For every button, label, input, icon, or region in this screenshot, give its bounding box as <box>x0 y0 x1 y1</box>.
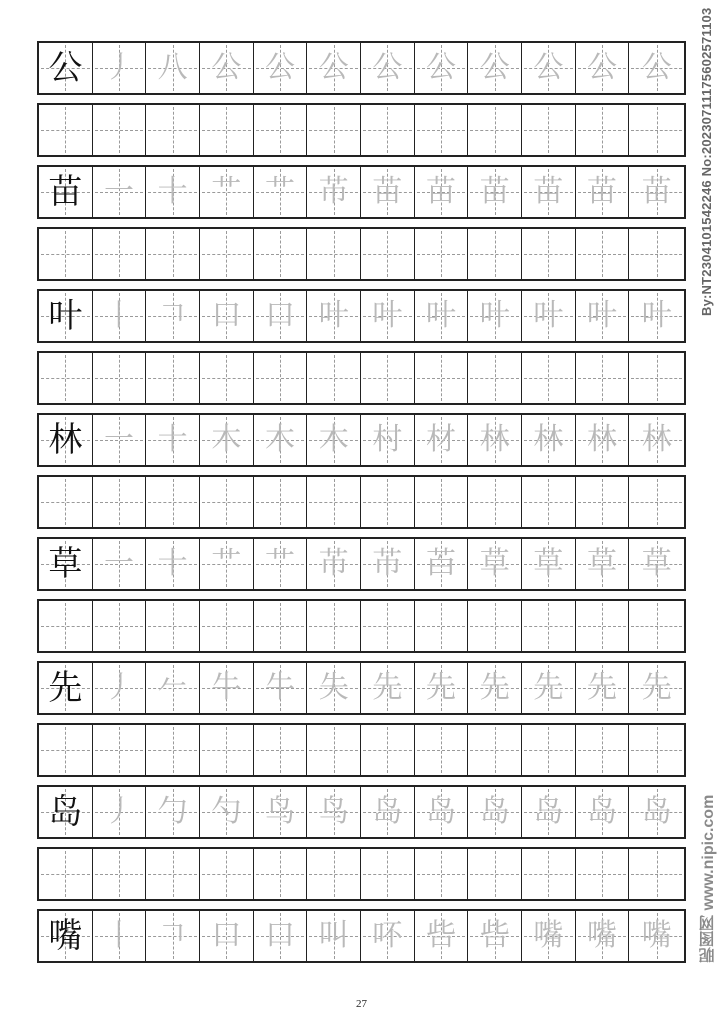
stroke-step-cell <box>415 291 469 341</box>
stroke-step-cell <box>468 415 522 465</box>
stroke-step-glyph: 一 <box>104 174 134 209</box>
stroke-step-glyph: 口 <box>211 298 242 333</box>
stroke-step-glyph: 公 <box>641 50 672 85</box>
blank-practice-cell[interactable] <box>254 849 308 899</box>
stroke-step-cell <box>93 167 147 217</box>
blank-practice-cell[interactable] <box>39 477 93 527</box>
stroke-step-cell <box>576 911 630 961</box>
blank-practice-cell[interactable] <box>361 353 415 403</box>
stroke-step-glyph: 先 <box>533 670 564 705</box>
stroke-step-cell <box>307 291 361 341</box>
stroke-step-glyph: 林 <box>587 422 618 457</box>
side-identifier-text: By:NT2304101542246 No:20230711175602571103 <box>698 8 714 317</box>
stroke-step-glyph: 勺 <box>211 794 242 829</box>
stroke-step-glyph: 吥 <box>372 918 403 953</box>
stroke-step-glyph: 芇 <box>318 546 349 581</box>
blank-practice-row <box>37 475 686 529</box>
stroke-step-glyph: 艹 <box>211 174 242 209</box>
blank-practice-cell[interactable] <box>146 725 200 775</box>
blank-practice-row <box>37 723 686 777</box>
stroke-step-cell <box>254 43 308 93</box>
blank-practice-cell[interactable] <box>522 725 576 775</box>
stroke-step-glyph: 失 <box>318 670 349 705</box>
blank-practice-cell[interactable] <box>39 849 93 899</box>
blank-practice-cell[interactable] <box>576 725 630 775</box>
stroke-step-glyph: 丿 <box>104 670 134 705</box>
character-row <box>37 537 686 591</box>
stroke-step-cell <box>415 539 469 589</box>
stroke-step-cell <box>629 787 684 837</box>
blank-practice-cell[interactable] <box>415 229 469 279</box>
stroke-step-glyph: 牛 <box>265 670 296 705</box>
blank-practice-cell[interactable] <box>576 229 630 279</box>
blank-practice-cell[interactable] <box>629 725 684 775</box>
stroke-step-glyph: 苗 <box>641 174 672 209</box>
stroke-step-cell <box>361 167 415 217</box>
stroke-step-cell <box>468 787 522 837</box>
stroke-step-glyph: 公 <box>426 50 457 85</box>
stroke-step-cell <box>146 167 200 217</box>
blank-practice-cell[interactable] <box>629 105 684 155</box>
stroke-step-glyph: 木 <box>318 422 349 457</box>
stroke-step-glyph: 草 <box>533 546 564 581</box>
blank-practice-cell[interactable] <box>93 849 147 899</box>
stroke-step-cell <box>200 787 254 837</box>
blank-practice-cell[interactable] <box>200 105 254 155</box>
stroke-step-cell <box>200 911 254 961</box>
stroke-step-glyph: 先 <box>641 670 672 705</box>
blank-practice-cell[interactable] <box>307 849 361 899</box>
stroke-step-cell <box>576 43 630 93</box>
stroke-step-glyph: 苗 <box>426 174 457 209</box>
stroke-step-glyph: 苗 <box>479 174 510 209</box>
blank-practice-cell[interactable] <box>146 105 200 155</box>
blank-practice-cell[interactable] <box>307 725 361 775</box>
stroke-step-glyph: 材 <box>426 422 457 457</box>
blank-practice-cell[interactable] <box>146 477 200 527</box>
stroke-step-glyph: 叶 <box>641 298 672 333</box>
stroke-step-cell <box>93 911 147 961</box>
blank-practice-cell[interactable] <box>576 849 630 899</box>
blank-practice-cell[interactable] <box>415 725 469 775</box>
stroke-step-cell <box>415 167 469 217</box>
blank-practice-cell[interactable] <box>146 229 200 279</box>
blank-practice-cell[interactable] <box>39 353 93 403</box>
stroke-step-glyph: 八 <box>157 50 188 85</box>
blank-practice-cell[interactable] <box>93 601 147 651</box>
character-row <box>37 289 686 343</box>
stroke-step-cell <box>254 663 308 713</box>
blank-practice-cell[interactable] <box>200 229 254 279</box>
blank-practice-cell[interactable] <box>146 849 200 899</box>
stroke-step-cell <box>146 911 200 961</box>
watermark-text: 昵图网 www.nipic.com <box>699 795 717 964</box>
stroke-step-glyph: 公 <box>211 50 242 85</box>
blank-practice-cell[interactable] <box>468 601 522 651</box>
stroke-step-glyph: 岛 <box>426 794 457 829</box>
stroke-step-glyph: 叶 <box>479 298 510 333</box>
stroke-step-glyph: 牛 <box>211 670 242 705</box>
blank-practice-cell[interactable] <box>361 477 415 527</box>
stroke-step-cell <box>361 43 415 93</box>
stroke-step-glyph: 呰 <box>426 918 457 953</box>
blank-practice-row <box>37 351 686 405</box>
blank-practice-cell[interactable] <box>307 353 361 403</box>
stroke-step-cell <box>361 911 415 961</box>
blank-practice-cell[interactable] <box>254 105 308 155</box>
stroke-step-cell <box>307 787 361 837</box>
stroke-step-cell <box>93 415 147 465</box>
stroke-step-glyph: 苗 <box>372 174 403 209</box>
blank-practice-cell[interactable] <box>522 229 576 279</box>
stroke-step-cell <box>307 911 361 961</box>
stroke-step-glyph: 叶 <box>318 298 349 333</box>
stroke-step-cell <box>93 43 147 93</box>
blank-practice-cell[interactable] <box>415 601 469 651</box>
stroke-step-cell <box>200 167 254 217</box>
blank-practice-cell[interactable] <box>146 601 200 651</box>
stroke-step-cell <box>468 663 522 713</box>
blank-practice-cell[interactable] <box>93 477 147 527</box>
stroke-step-cell <box>522 663 576 713</box>
blank-practice-cell[interactable] <box>200 601 254 651</box>
stroke-step-cell <box>576 167 630 217</box>
stroke-step-glyph: 十 <box>157 174 188 209</box>
blank-practice-cell[interactable] <box>522 353 576 403</box>
blank-practice-cell[interactable] <box>200 477 254 527</box>
blank-practice-cell[interactable] <box>39 105 93 155</box>
stroke-step-cell <box>146 415 200 465</box>
stroke-step-glyph: 丿 <box>104 794 134 829</box>
character-row <box>37 41 686 95</box>
stroke-step-glyph: 十 <box>157 422 188 457</box>
stroke-step-glyph: 口 <box>211 918 242 953</box>
stroke-step-glyph: 林 <box>641 422 672 457</box>
stroke-step-glyph: 公 <box>479 50 510 85</box>
stroke-step-cell <box>522 787 576 837</box>
stroke-step-glyph: 苗 <box>587 174 618 209</box>
blank-practice-cell[interactable] <box>361 105 415 155</box>
blank-practice-cell[interactable] <box>576 105 630 155</box>
stroke-step-glyph: 岛 <box>533 794 564 829</box>
stroke-step-glyph: 公 <box>318 50 349 85</box>
stroke-step-cell <box>576 663 630 713</box>
blank-practice-cell[interactable] <box>468 229 522 279</box>
blank-practice-cell[interactable] <box>576 353 630 403</box>
stroke-step-glyph: 鸟 <box>318 794 349 829</box>
stroke-step-glyph: 草 <box>479 546 510 581</box>
stroke-step-cell <box>93 291 147 341</box>
blank-practice-cell[interactable] <box>522 477 576 527</box>
model-character-cell <box>39 415 93 465</box>
stroke-step-cell <box>522 539 576 589</box>
stroke-step-cell <box>629 43 684 93</box>
stroke-step-cell <box>522 167 576 217</box>
stroke-step-cell <box>200 415 254 465</box>
stroke-step-glyph: 先 <box>426 670 457 705</box>
stroke-step-cell <box>93 787 147 837</box>
stroke-step-cell <box>629 291 684 341</box>
stroke-step-cell <box>415 787 469 837</box>
blank-practice-cell[interactable] <box>576 601 630 651</box>
stroke-step-glyph: 芇 <box>372 546 403 581</box>
stroke-step-cell <box>307 663 361 713</box>
stroke-step-glyph: 一 <box>104 546 134 581</box>
stroke-step-glyph: 嘴 <box>587 918 618 953</box>
stroke-step-cell <box>254 167 308 217</box>
stroke-step-glyph: 岛 <box>372 794 403 829</box>
stroke-step-cell <box>254 911 308 961</box>
blank-practice-cell[interactable] <box>415 849 469 899</box>
blank-practice-cell[interactable] <box>307 229 361 279</box>
blank-practice-cell[interactable] <box>200 725 254 775</box>
stroke-step-glyph: 先 <box>587 670 618 705</box>
stroke-step-glyph: 艹 <box>211 546 242 581</box>
stroke-step-glyph: 公 <box>533 50 564 85</box>
stroke-step-cell <box>200 43 254 93</box>
stroke-step-cell <box>146 539 200 589</box>
character-row <box>37 909 686 963</box>
stroke-step-cell <box>468 291 522 341</box>
stroke-step-cell <box>146 43 200 93</box>
blank-practice-cell[interactable] <box>415 353 469 403</box>
stroke-step-cell <box>522 415 576 465</box>
stroke-step-cell <box>576 787 630 837</box>
stroke-step-glyph: 苩 <box>426 546 457 581</box>
stroke-step-cell <box>415 43 469 93</box>
blank-practice-cell[interactable] <box>415 105 469 155</box>
stroke-step-cell <box>361 415 415 465</box>
stroke-step-glyph: 嘴 <box>533 918 564 953</box>
page-number: 27 <box>356 998 367 1010</box>
blank-practice-cell[interactable] <box>254 229 308 279</box>
stroke-step-cell <box>307 43 361 93</box>
stroke-step-glyph: 芇 <box>318 174 349 209</box>
blank-practice-cell[interactable] <box>39 601 93 651</box>
stroke-step-glyph: 艹 <box>265 546 296 581</box>
stroke-step-cell <box>468 43 522 93</box>
stroke-step-cell <box>307 539 361 589</box>
stroke-step-cell <box>468 167 522 217</box>
blank-practice-row <box>37 599 686 653</box>
blank-practice-cell[interactable] <box>576 477 630 527</box>
stroke-step-glyph: 丿 <box>104 50 134 85</box>
model-character-cell <box>39 911 93 961</box>
stroke-step-cell <box>146 291 200 341</box>
model-character: 林 <box>48 420 83 460</box>
stroke-step-glyph: 木 <box>211 422 242 457</box>
blank-practice-cell[interactable] <box>468 105 522 155</box>
stroke-step-glyph: 草 <box>587 546 618 581</box>
model-character: 苗 <box>48 172 83 212</box>
stroke-step-cell <box>361 539 415 589</box>
stroke-step-cell <box>146 663 200 713</box>
stroke-step-glyph: 𠂉 <box>157 670 188 705</box>
stroke-step-cell <box>307 167 361 217</box>
blank-practice-cell[interactable] <box>468 353 522 403</box>
stroke-step-glyph: 一 <box>104 422 134 457</box>
stroke-step-glyph: 𠃍 <box>157 918 188 953</box>
stroke-step-cell <box>629 167 684 217</box>
blank-practice-cell[interactable] <box>93 725 147 775</box>
stroke-step-glyph: 𠃍 <box>157 298 188 333</box>
model-character: 先 <box>48 668 83 708</box>
stroke-step-glyph: 林 <box>479 422 510 457</box>
model-character-cell <box>39 167 93 217</box>
blank-practice-cell[interactable] <box>254 353 308 403</box>
stroke-step-cell <box>522 911 576 961</box>
stroke-step-glyph: 口 <box>265 918 296 953</box>
model-character: 叶 <box>48 296 83 336</box>
blank-practice-cell[interactable] <box>200 849 254 899</box>
stroke-step-cell <box>254 539 308 589</box>
stroke-step-cell <box>146 787 200 837</box>
blank-practice-cell[interactable] <box>254 477 308 527</box>
stroke-step-cell <box>200 539 254 589</box>
blank-practice-cell[interactable] <box>522 601 576 651</box>
stroke-step-cell <box>468 539 522 589</box>
stroke-step-cell <box>415 663 469 713</box>
blank-practice-cell[interactable] <box>200 353 254 403</box>
model-character: 公 <box>48 48 83 88</box>
model-character-cell <box>39 43 93 93</box>
stroke-step-cell <box>522 291 576 341</box>
blank-practice-cell[interactable] <box>522 849 576 899</box>
stroke-step-cell <box>200 663 254 713</box>
stroke-step-cell <box>93 539 147 589</box>
blank-practice-cell[interactable] <box>468 477 522 527</box>
stroke-step-cell <box>629 415 684 465</box>
stroke-step-glyph: 叶 <box>587 298 618 333</box>
blank-practice-cell[interactable] <box>468 725 522 775</box>
stroke-step-glyph: 叶 <box>426 298 457 333</box>
blank-practice-cell[interactable] <box>629 477 684 527</box>
stroke-step-glyph: 公 <box>372 50 403 85</box>
stroke-step-glyph: 丨 <box>104 918 134 953</box>
stroke-step-glyph: 叶 <box>372 298 403 333</box>
blank-practice-cell[interactable] <box>146 353 200 403</box>
stroke-step-glyph: 勹 <box>157 794 188 829</box>
blank-practice-cell[interactable] <box>93 229 147 279</box>
stroke-step-cell <box>629 539 684 589</box>
character-row <box>37 785 686 839</box>
blank-practice-cell[interactable] <box>93 353 147 403</box>
watermark <box>698 795 718 1020</box>
blank-practice-cell[interactable] <box>93 105 147 155</box>
stroke-step-glyph: 村 <box>372 422 403 457</box>
stroke-step-glyph: 艹 <box>265 174 296 209</box>
stroke-step-cell <box>629 911 684 961</box>
stroke-step-glyph: 口 <box>265 298 296 333</box>
blank-practice-row <box>37 103 686 157</box>
stroke-step-glyph: 十 <box>157 546 188 581</box>
stroke-step-glyph: 公 <box>587 50 618 85</box>
stroke-step-glyph: 林 <box>533 422 564 457</box>
stroke-step-cell <box>307 415 361 465</box>
model-character-cell <box>39 539 93 589</box>
blank-practice-cell[interactable] <box>307 601 361 651</box>
stroke-step-glyph: 叫 <box>318 918 349 953</box>
stroke-step-glyph: 岛 <box>587 794 618 829</box>
stroke-step-glyph: 木 <box>265 422 296 457</box>
stroke-step-glyph: 嘴 <box>641 918 672 953</box>
model-character-cell <box>39 291 93 341</box>
model-character: 草 <box>48 544 83 584</box>
stroke-step-glyph: 岛 <box>641 794 672 829</box>
blank-practice-row <box>37 227 686 281</box>
practice-sheet <box>37 41 686 971</box>
stroke-step-glyph: 丨 <box>104 298 134 333</box>
model-character: 岛 <box>48 792 83 832</box>
blank-practice-cell[interactable] <box>39 229 93 279</box>
stroke-step-cell <box>361 663 415 713</box>
stroke-step-glyph: 草 <box>641 546 672 581</box>
blank-practice-cell[interactable] <box>254 725 308 775</box>
stroke-step-cell <box>576 415 630 465</box>
model-character-cell <box>39 663 93 713</box>
blank-practice-row <box>37 847 686 901</box>
stroke-step-cell <box>629 663 684 713</box>
stroke-step-cell <box>254 787 308 837</box>
blank-practice-cell[interactable] <box>39 725 93 775</box>
blank-practice-cell[interactable] <box>361 601 415 651</box>
stroke-step-cell <box>93 663 147 713</box>
blank-practice-cell[interactable] <box>522 105 576 155</box>
stroke-step-glyph: 叶 <box>533 298 564 333</box>
stroke-step-cell <box>415 911 469 961</box>
side-identifier <box>697 8 715 698</box>
blank-practice-cell[interactable] <box>468 849 522 899</box>
blank-practice-cell[interactable] <box>415 477 469 527</box>
stroke-step-glyph: 呰 <box>479 918 510 953</box>
blank-practice-cell[interactable] <box>361 725 415 775</box>
stroke-step-cell <box>576 539 630 589</box>
model-character: 嘴 <box>48 916 83 956</box>
stroke-step-cell <box>254 415 308 465</box>
blank-practice-cell[interactable] <box>629 849 684 899</box>
stroke-step-glyph: 岛 <box>479 794 510 829</box>
blank-practice-cell[interactable] <box>629 601 684 651</box>
blank-practice-cell[interactable] <box>361 849 415 899</box>
stroke-step-cell <box>522 43 576 93</box>
blank-practice-cell[interactable] <box>307 477 361 527</box>
blank-practice-cell[interactable] <box>361 229 415 279</box>
stroke-step-cell <box>361 291 415 341</box>
stroke-step-cell <box>361 787 415 837</box>
stroke-step-glyph: 苗 <box>533 174 564 209</box>
blank-practice-cell[interactable] <box>629 353 684 403</box>
character-row <box>37 661 686 715</box>
stroke-step-cell <box>415 415 469 465</box>
stroke-step-glyph: 先 <box>372 670 403 705</box>
character-row <box>37 413 686 467</box>
stroke-step-glyph: 先 <box>479 670 510 705</box>
stroke-step-glyph: 鸟 <box>265 794 296 829</box>
character-row <box>37 165 686 219</box>
stroke-step-cell <box>254 291 308 341</box>
blank-practice-cell[interactable] <box>629 229 684 279</box>
stroke-step-glyph: 公 <box>265 50 296 85</box>
blank-practice-cell[interactable] <box>254 601 308 651</box>
stroke-step-cell <box>576 291 630 341</box>
blank-practice-cell[interactable] <box>307 105 361 155</box>
model-character-cell <box>39 787 93 837</box>
stroke-step-cell <box>468 911 522 961</box>
stroke-step-cell <box>200 291 254 341</box>
